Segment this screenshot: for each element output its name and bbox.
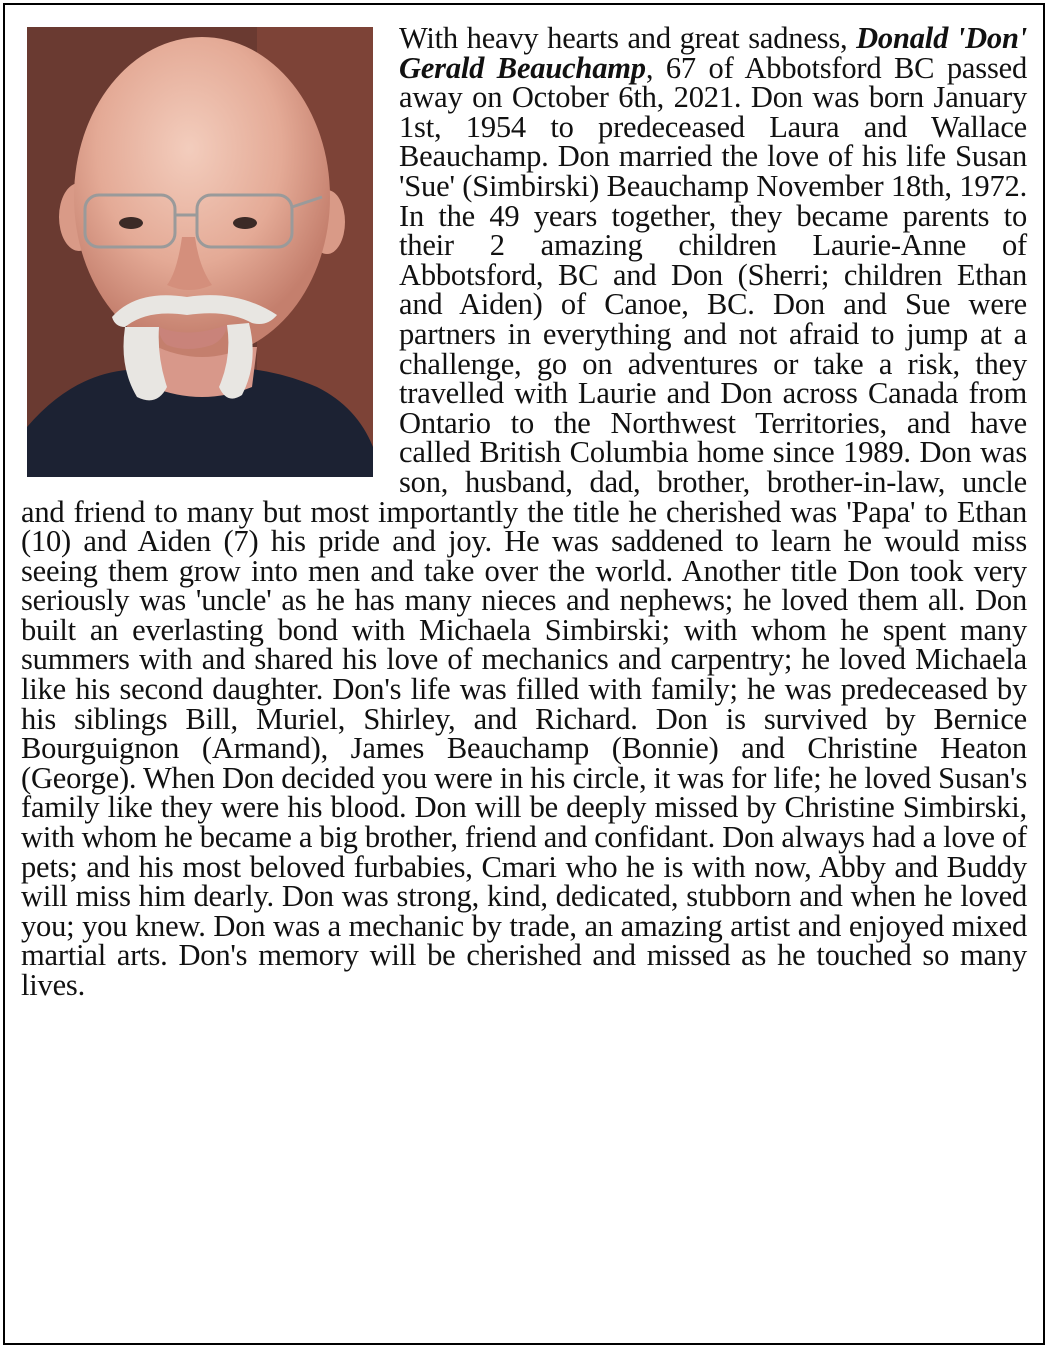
portrait-illustration — [27, 27, 373, 477]
portrait-photo — [27, 27, 373, 477]
obituary-content — [21, 21, 1027, 1002]
obituary-intro: With heavy hearts and great sadness, — [399, 21, 857, 55]
obituary-body: , 67 of Abbotsford BC passed away on October 6th, 2021. Don was born January 1st, 1954 to predeceased Laura and Wallace Beauchamp. Don married the love of his life Susan 'Sue' (Simbirski) Beauchamp November 18th, 1972. In the 49 years together, they became parents to their 2 amazing children Laurie-Anne of Abbotsford, BC and Don (Sherri; children Ethan and Aiden) of Canoe, BC. Don and Sue were partners in everything and not afraid to jump at a challenge, go on adventures or take a risk, they travelled with Laurie and Don across Canada from Ontario to the Northwest Territories, and have called British Columbia home since 1989. Don was son, husband, dad, brother, brother-in-law, uncle and friend to many but most importantly the title he cherished was 'Papa' to Ethan (10) and Aiden (7) his pride and joy. He was saddened to learn he would miss seeing them grow into men and take over the world. Another title Don took very seriously was 'uncle' as he has many nieces and nephews; he loved them all. Don built an everlasting bond with Michaela Simbirski; with whom he spent many summers with and shared his love of mechanics and carpentry; he loved Michaela like his second daughter. Don's life was filled with family; he was predeceased by his siblings Bill, Muriel, Shirley, and Richard. Don is survived by Bernice Bourguignon (Armand), James Beauchamp (Bonnie) and Christine Heaton (George). When Don decided you were in his circle, it was for life; he loved Susan's family like they were his blood. Don will be deeply missed by Christine Simbirski, with whom he became a big brother, friend and confidant. Don always had a love of pets; and his most beloved furbabies, Cmari who he is with now, Abby and Buddy will miss him dearly. Don was strong, kind, dedicated, stubborn and when he loved you; you knew. Don was a mechanic by trade, an amazing artist and enjoyed mixed martial arts. Don's memory will be cherished and missed as he touched so many lives. — [21, 50, 1027, 1002]
deceased-name: Donald 'Don' Gerald Beauchamp — [399, 21, 1027, 85]
